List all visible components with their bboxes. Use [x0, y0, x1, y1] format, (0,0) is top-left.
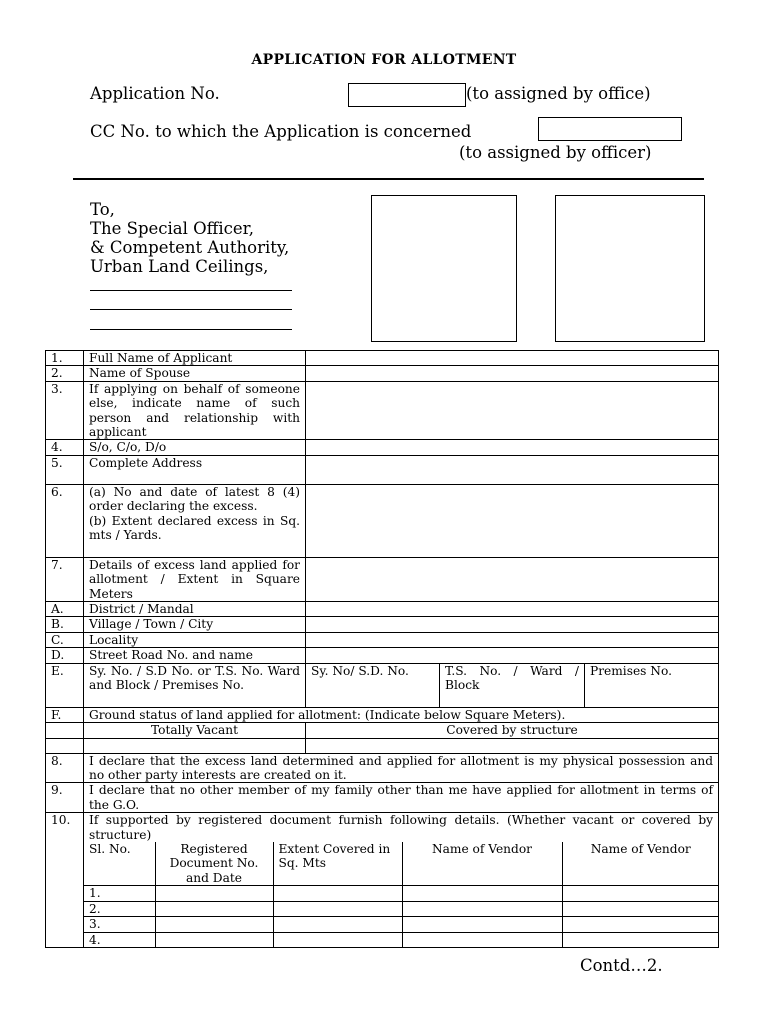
- empty-cell: [46, 723, 84, 738]
- page-title: APPLICATION FOR ALLOTMENT: [251, 52, 517, 68]
- serial-number: 1.: [84, 886, 155, 901]
- field-label: Details of excess land applied for allotment / Extent in Square Meters: [84, 557, 306, 601]
- extent-cell[interactable]: [273, 932, 402, 947]
- registered-document-cell: [84, 813, 719, 948]
- extent-cell[interactable]: [273, 886, 402, 901]
- table-row: [46, 617, 719, 632]
- row-number: B.: [46, 617, 84, 632]
- field-label: Complete Address: [84, 455, 306, 484]
- table-row: [46, 783, 719, 813]
- extent-cell[interactable]: [273, 917, 402, 932]
- field-label: If applying on behalf of someone else, indicate name of such person and relationship with applicant: [84, 381, 306, 440]
- cc-no-field[interactable]: [538, 117, 682, 141]
- document-cell[interactable]: [155, 932, 273, 947]
- vendor-cell[interactable]: [402, 886, 562, 901]
- column-header: Sl. No.: [84, 842, 155, 886]
- field-label: Ground status of land applied for allotment: (Indicate below Square Meters).: [84, 707, 719, 722]
- street-field[interactable]: [306, 648, 719, 663]
- address-blank-line[interactable]: [90, 290, 292, 291]
- sy-no-field[interactable]: Sy. No/ S.D. No.: [306, 663, 440, 707]
- registered-document-table: [84, 842, 719, 947]
- application-form-table: [45, 350, 719, 948]
- field-label: [84, 484, 306, 557]
- ts-no-field[interactable]: T.S. No. / Ward / Block: [440, 663, 585, 707]
- document-cell[interactable]: [155, 901, 273, 916]
- row-number: C.: [46, 632, 84, 647]
- field-label: District / Mandal: [84, 602, 306, 617]
- village-field[interactable]: [306, 617, 719, 632]
- field-label: Street Road No. and name: [84, 648, 306, 663]
- table-row: [46, 663, 719, 707]
- totally-vacant-field[interactable]: [84, 738, 306, 753]
- row-number: 5.: [46, 455, 84, 484]
- row-number: 1.: [46, 351, 84, 366]
- row-number: D.: [46, 648, 84, 663]
- row-number: 7.: [46, 557, 84, 601]
- field-label: S/o, C/o, D/o: [84, 440, 306, 455]
- document-cell[interactable]: [155, 886, 273, 901]
- column-header: Registered Document No. and Date: [155, 842, 273, 886]
- serial-number: 4.: [84, 932, 155, 947]
- table-row: [46, 455, 719, 484]
- table-row: [46, 632, 719, 647]
- application-no-label: Application No.: [90, 84, 220, 103]
- table-row: [84, 917, 719, 932]
- field-label: Village / Town / City: [84, 617, 306, 632]
- table-row: [46, 813, 719, 948]
- cc-no-note: (to assigned by officer): [459, 143, 652, 162]
- row-number: 4.: [46, 440, 84, 455]
- declaration-text: I declare that the excess land determined and applied for allotment is my physical possession and no other party interests are created on it.: [84, 753, 719, 783]
- row-number: E.: [46, 663, 84, 707]
- vendor-cell[interactable]: [402, 901, 562, 916]
- declaration-text: I declare that no other member of my family other than me have applied for allotment in terms of the G.O.: [84, 783, 719, 813]
- photo-box-applicant[interactable]: [371, 195, 517, 342]
- excess-land-field[interactable]: [306, 557, 719, 601]
- field-label-part-a: (a) No and date of latest 8 (4) order declaring the excess.: [89, 484, 300, 514]
- covered-structure-header: Covered by structure: [306, 723, 719, 738]
- column-header: Extent Covered in Sq. Mts: [273, 842, 402, 886]
- table-row: [46, 602, 719, 617]
- vendor-cell[interactable]: [562, 932, 719, 947]
- serial-number: 3.: [84, 917, 155, 932]
- vendor-cell[interactable]: [562, 886, 719, 901]
- application-no-note: (to assigned by office): [466, 84, 651, 103]
- spouse-name-field[interactable]: [306, 366, 719, 381]
- row-number: 10.: [46, 813, 84, 948]
- district-field[interactable]: [306, 602, 719, 617]
- row-number: 8.: [46, 753, 84, 783]
- row-number: 6.: [46, 484, 84, 557]
- column-header: Name of Vendor: [402, 842, 562, 886]
- continued-note: Contd…2.: [580, 956, 663, 975]
- extent-cell[interactable]: [273, 901, 402, 916]
- table-row: [84, 901, 719, 916]
- field-label: If supported by registered document furnish following details. (Whether vacant or covered by structure): [89, 813, 714, 842]
- table-row: [46, 440, 719, 455]
- full-name-field[interactable]: [306, 351, 719, 366]
- table-row: [46, 707, 719, 722]
- table-row: [46, 557, 719, 601]
- row-number: 9.: [46, 783, 84, 813]
- cc-no-label: CC No. to which the Application is concerned: [90, 122, 472, 141]
- serial-number: 2.: [84, 901, 155, 916]
- vendor-cell[interactable]: [402, 932, 562, 947]
- table-row: [46, 723, 719, 738]
- vendor-cell[interactable]: [562, 917, 719, 932]
- on-behalf-field[interactable]: [306, 381, 719, 440]
- table-row: [46, 648, 719, 663]
- address-line: The Special Officer,: [90, 219, 255, 238]
- covered-structure-field[interactable]: [306, 738, 719, 753]
- row-number: A.: [46, 602, 84, 617]
- totally-vacant-header: Totally Vacant: [84, 723, 306, 738]
- address-line: To,: [90, 200, 115, 219]
- table-row: [84, 842, 719, 886]
- address-blank-line[interactable]: [90, 309, 292, 310]
- table-row: [84, 886, 719, 901]
- field-label: Sy. No. / S.D No. or T.S. No. Ward and Block / Premises No.: [84, 663, 306, 707]
- locality-field[interactable]: [306, 632, 719, 647]
- field-label: Name of Spouse: [84, 366, 306, 381]
- address-blank-line[interactable]: [90, 329, 292, 330]
- table-row: [46, 753, 719, 783]
- address-block: [90, 200, 289, 276]
- column-header: Name of Vendor: [562, 842, 719, 886]
- row-number: 2.: [46, 366, 84, 381]
- table-row: [46, 738, 719, 753]
- table-row: [46, 351, 719, 366]
- field-label-part-b: (b) Extent declared excess in Sq. mts / Yards.: [89, 513, 300, 543]
- address-line: Urban Land Ceilings,: [90, 257, 269, 276]
- vendor-cell[interactable]: [562, 901, 719, 916]
- field-label: Locality: [84, 632, 306, 647]
- address-line: & Competent Authority,: [90, 238, 290, 257]
- table-row: [46, 484, 719, 557]
- premises-no-field[interactable]: Premises No.: [585, 663, 719, 707]
- address-field[interactable]: [306, 455, 719, 484]
- excess-order-field[interactable]: [306, 484, 719, 557]
- vendor-cell[interactable]: [402, 917, 562, 932]
- document-cell[interactable]: [155, 917, 273, 932]
- table-row: [46, 381, 719, 440]
- table-row: [84, 932, 719, 947]
- header-divider: [73, 178, 704, 180]
- field-label: Full Name of Applicant: [84, 351, 306, 366]
- table-row: [46, 366, 719, 381]
- photo-box-spouse[interactable]: [555, 195, 705, 342]
- application-no-field[interactable]: [348, 83, 466, 107]
- empty-cell: [46, 738, 84, 753]
- relation-field[interactable]: [306, 440, 719, 455]
- row-number: 3.: [46, 381, 84, 440]
- row-number: F.: [46, 707, 84, 722]
